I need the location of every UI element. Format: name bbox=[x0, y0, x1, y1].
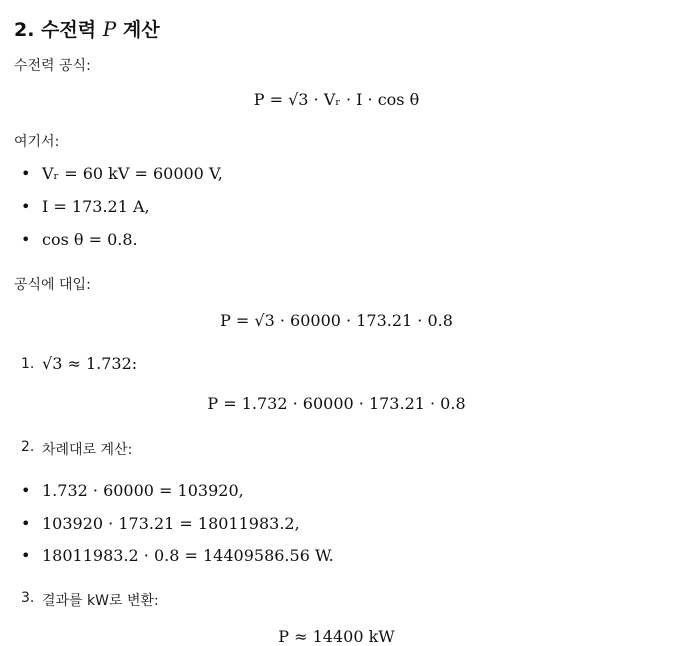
step-number: 3. bbox=[21, 590, 35, 606]
heading-prefix: 2. 수전력 bbox=[14, 19, 97, 41]
step-3-text: 결과를 kW로 변환: bbox=[42, 593, 159, 609]
step-1-text: √3 ≈ 1.732: bbox=[42, 354, 138, 373]
main-formula: P = √3 · Vᵣ · I · cos θ bbox=[253, 90, 420, 109]
bullet-list-item: • bbox=[21, 514, 31, 533]
where-label: 여기서: bbox=[14, 134, 60, 150]
bullet-list-item: • bbox=[21, 230, 31, 249]
step-number: 2. bbox=[21, 439, 35, 455]
formula-label: 수전력 공식: bbox=[14, 58, 91, 74]
step-1-formula: P = 1.732 · 60000 · 173.21 · 0.8 bbox=[207, 394, 466, 413]
section-heading bbox=[14, 15, 160, 42]
step-2-item: 18011983.2 · 0.8 = 14409586.56 W. bbox=[42, 546, 334, 565]
bullet-list-item: • bbox=[21, 546, 31, 565]
step-2-text: 차례대로 계산: bbox=[42, 442, 133, 458]
step-number: 1. bbox=[21, 356, 35, 372]
heading-variable: P bbox=[102, 17, 117, 41]
heading-suffix: 계산 bbox=[122, 19, 160, 41]
where-item-power-factor: cos θ = 0.8. bbox=[42, 230, 138, 249]
substitution-label: 공식에 대입: bbox=[14, 277, 91, 293]
bullet-list-item: • bbox=[21, 197, 31, 216]
substitution-formula: P = √3 · 60000 · 173.21 · 0.8 bbox=[220, 311, 453, 330]
step-2-item: 103920 · 173.21 = 18011983.2, bbox=[42, 514, 300, 533]
where-item-current: I = 173.21 A, bbox=[42, 197, 150, 216]
bullet-list-item: • bbox=[21, 481, 31, 500]
where-item-voltage: Vᵣ = 60 kV = 60000 V, bbox=[42, 164, 223, 183]
step-2-item: 1.732 · 60000 = 103920, bbox=[42, 481, 244, 500]
step-3-formula: P ≈ 14400 kW bbox=[278, 627, 395, 646]
bullet-list-item: • bbox=[21, 164, 31, 183]
